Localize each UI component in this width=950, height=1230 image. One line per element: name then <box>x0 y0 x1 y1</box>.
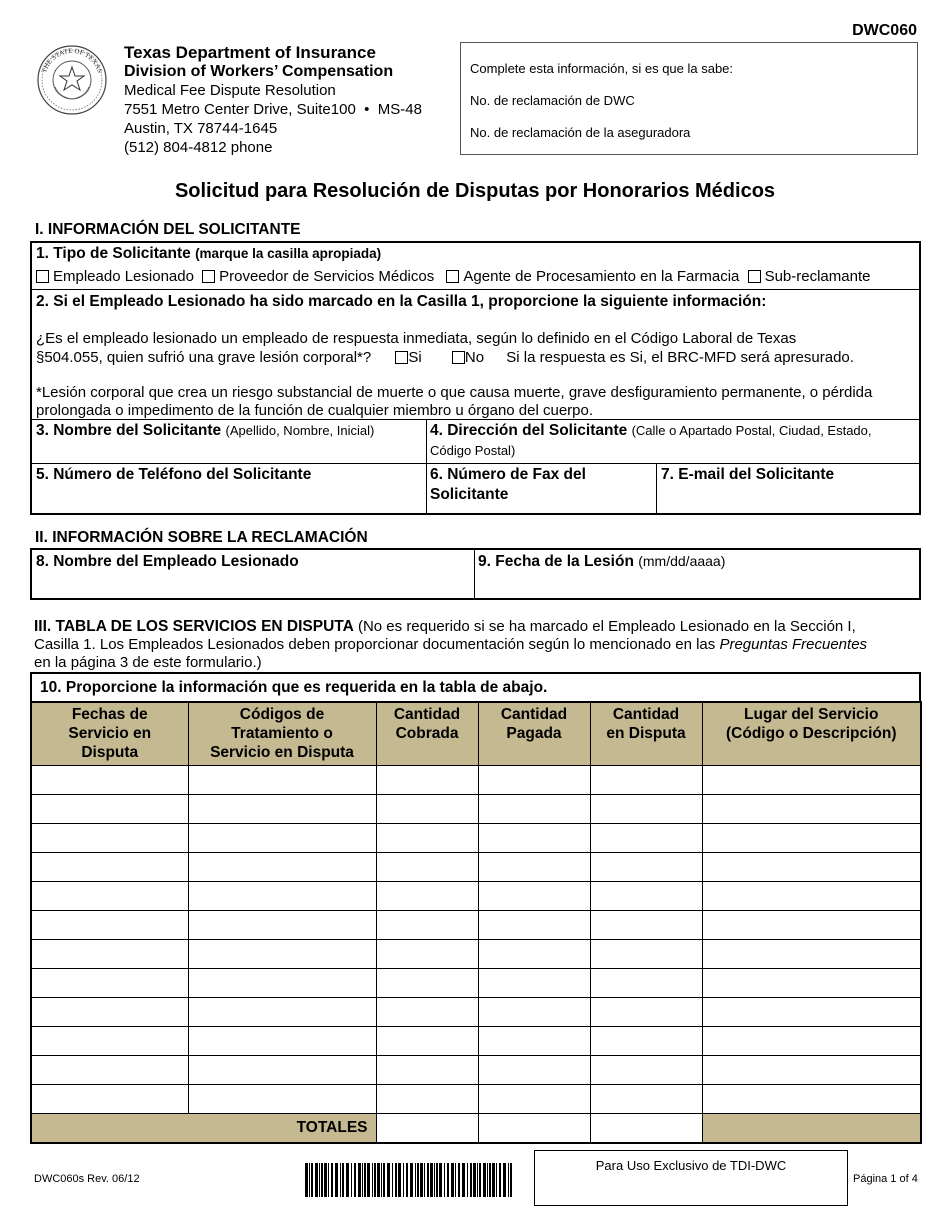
requestor-type-options <box>36 268 870 285</box>
table-cell[interactable] <box>376 882 478 911</box>
barcode-bar <box>496 1163 497 1197</box>
table-cell[interactable] <box>188 969 376 998</box>
table-header-row <box>31 702 921 766</box>
table-row <box>31 911 921 940</box>
table-cell[interactable] <box>31 1027 188 1056</box>
expedite-note: Si la respuesta es Si, el BRC-MFD será apresurado. <box>506 349 854 366</box>
table-cell[interactable] <box>702 882 921 911</box>
table-cell[interactable] <box>702 1056 921 1085</box>
no-option[interactable]: No <box>452 349 484 366</box>
table-cell[interactable] <box>31 824 188 853</box>
barcode-bar <box>324 1163 327 1197</box>
barcode-bar <box>364 1163 366 1197</box>
barcode-bar <box>439 1163 442 1197</box>
barcode-bar <box>342 1163 344 1197</box>
checkbox[interactable] <box>202 270 215 283</box>
barcode-bar <box>346 1163 349 1197</box>
barcode-bar <box>392 1163 393 1197</box>
barcode-bar <box>473 1163 476 1197</box>
barcode-bar <box>403 1163 404 1197</box>
barcode-bar <box>321 1163 323 1197</box>
table-cell[interactable] <box>188 940 376 969</box>
table-cell[interactable] <box>376 998 478 1027</box>
barcode-bar <box>434 1163 435 1197</box>
table-cell[interactable] <box>590 766 702 795</box>
box6-label[interactable]: 6. Número de Fax del <box>430 466 586 483</box>
table-cell[interactable] <box>478 882 590 911</box>
col-header-billed: Cantidad Cobrada <box>376 702 478 766</box>
table-cell[interactable] <box>590 940 702 969</box>
col-header-place: Lugar del Servicio (Código o Descripción) <box>702 702 921 766</box>
table-cell[interactable] <box>478 766 590 795</box>
table-cell[interactable] <box>376 940 478 969</box>
table-cell[interactable] <box>31 940 188 969</box>
barcode-bar <box>451 1163 454 1197</box>
barcode-bar <box>372 1163 373 1197</box>
agency-block <box>124 43 422 157</box>
table-cell[interactable] <box>478 969 590 998</box>
table-row <box>31 1056 921 1085</box>
table-cell[interactable] <box>376 853 478 882</box>
barcode-bar <box>470 1163 472 1197</box>
table-cell[interactable] <box>188 824 376 853</box>
barcode-bar <box>305 1163 308 1197</box>
barcode-bar <box>436 1163 438 1197</box>
col-header-paid: Cantidad Pagada <box>478 702 590 766</box>
table-row <box>31 882 921 911</box>
table-cell[interactable] <box>188 766 376 795</box>
option-injured-employee[interactable]: Empleado Lesionado <box>36 268 194 285</box>
table-cell[interactable] <box>188 1027 376 1056</box>
page-title: Solicitud para Resolución de Disputas por Honorarios Médicos <box>174 180 776 202</box>
table-cell[interactable] <box>188 1085 376 1114</box>
barcode-bar <box>383 1163 385 1197</box>
table-cell[interactable] <box>590 1085 702 1114</box>
barcode-bar <box>420 1163 423 1197</box>
option-subclaimant[interactable]: Sub-reclamante <box>748 268 871 285</box>
office-use-box <box>534 1150 848 1206</box>
table-row <box>31 795 921 824</box>
box1-label: 1. Tipo de Solicitante (marque la casilla apropiada) <box>36 245 382 262</box>
barcode-bar <box>406 1163 408 1197</box>
unit-name: Medical Fee Dispute Resolution <box>124 82 336 99</box>
section2-box <box>30 548 921 600</box>
barcode-bar <box>467 1163 468 1197</box>
col-header-codes: Códigos de Tratamiento o Servicio en Disputa <box>188 702 376 766</box>
agency-name: Texas Department of Insurance <box>124 43 376 62</box>
table-cell[interactable] <box>478 1085 590 1114</box>
table-cell[interactable] <box>590 911 702 940</box>
barcode <box>305 1163 515 1197</box>
barcode-bar <box>508 1163 509 1197</box>
table-row <box>31 1027 921 1056</box>
barcode-bar <box>358 1163 361 1197</box>
yes-option[interactable]: Si <box>395 349 421 366</box>
table-row <box>31 940 921 969</box>
totals-row <box>31 1114 921 1144</box>
footnote-line1: *Lesión corporal que crea un riesgo substancial de muerte o que causa muerte, grave desfiguramiento permanente, o pérdida <box>36 384 873 401</box>
barcode-bar <box>427 1163 429 1197</box>
box3-label[interactable]: 3. Nombre del Solicitante (Apellido, Nombre, Inicial) <box>36 422 375 439</box>
footnote-line2: prolongada o impedimento de la función de cualquier miembro u órgano del cuerpo. <box>36 402 594 419</box>
col-header-disputed: Cantidad en Disputa <box>590 702 702 766</box>
form-id: DWC060 <box>852 22 917 39</box>
option-medical-provider[interactable]: Proveedor de Servicios Médicos <box>202 268 434 285</box>
barcode-bar <box>354 1163 356 1197</box>
barcode-bar <box>351 1163 352 1197</box>
table-cell[interactable] <box>478 853 590 882</box>
barcode-bar <box>424 1163 425 1197</box>
table-cell[interactable] <box>31 882 188 911</box>
table-cell[interactable] <box>702 824 921 853</box>
table-title-bar <box>30 672 921 702</box>
barcode-bar <box>335 1163 338 1197</box>
dwc-claim-field[interactable]: No. de reclamación de DWC <box>470 93 635 108</box>
barcode-bar <box>417 1163 419 1197</box>
table-cell[interactable] <box>478 795 590 824</box>
question-line2: §504.055, quien sufrió una grave lesión corporal*? Si No Si la respuesta es Si, el BRC-MFD será apresurado. <box>36 349 854 366</box>
section3-intro: III. TABLA DE LOS SERVICIOS EN DISPUTA (No es requerido si se ha marcado el Empleado Lesionado en la Sección I, Casilla 1. Los Empleados Lesionados deben proporcionar documentación según lo mencionado en las Preguntas Frecuentes en la página 3 de este formulario.) <box>34 618 868 671</box>
box2-label: 2. Si el Empleado Lesionado ha sido marcado en la Casilla 1, proporcione la siguiente información: <box>36 293 767 310</box>
insurer-claim-field[interactable]: No. de reclamación de la aseguradora <box>470 125 691 140</box>
barcode-bar <box>395 1163 397 1197</box>
table-cell[interactable] <box>702 940 921 969</box>
table-cell[interactable] <box>590 1027 702 1056</box>
table-cell[interactable] <box>188 998 376 1027</box>
barcode-bar <box>387 1163 390 1197</box>
table-cell[interactable] <box>188 1056 376 1085</box>
barcode-bar <box>319 1163 320 1197</box>
checkbox[interactable] <box>748 270 761 283</box>
table-cell[interactable] <box>590 1056 702 1085</box>
table-cell[interactable] <box>376 795 478 824</box>
office-use-label: Para Uso Exclusivo de TDI-DWC <box>595 1158 787 1173</box>
total-billed-cell[interactable] <box>376 1114 478 1144</box>
table-cell[interactable] <box>188 882 376 911</box>
barcode-bar <box>489 1163 491 1197</box>
table-cell[interactable] <box>590 969 702 998</box>
checkbox[interactable] <box>452 351 465 364</box>
table-cell[interactable] <box>376 1056 478 1085</box>
claim-info-box <box>460 42 918 155</box>
table-row <box>31 998 921 1027</box>
barcode-bar <box>483 1163 486 1197</box>
table-cell[interactable] <box>31 969 188 998</box>
table-cell[interactable] <box>702 911 921 940</box>
form-revision: DWC060s Rev. 06/12 <box>34 1173 140 1185</box>
barcode-bar <box>487 1163 488 1197</box>
barcode-bar <box>510 1163 512 1197</box>
svg-text:THE STATE OF TEXAS: THE STATE OF TEXAS <box>40 46 104 74</box>
table-row <box>31 766 921 795</box>
info-intro: Complete esta información, si es que la sabe: <box>470 61 734 76</box>
barcode-bar <box>340 1163 341 1197</box>
table-cell[interactable] <box>376 824 478 853</box>
disputed-services-table <box>30 701 922 1144</box>
barcode-bar <box>309 1163 310 1197</box>
table-cell[interactable] <box>376 1027 478 1056</box>
checkbox[interactable] <box>446 270 459 283</box>
table-title: 10. Proporcione la información que es requerida en la tabla de abajo. <box>40 679 548 696</box>
checkbox[interactable] <box>36 270 49 283</box>
phone-number: (512) 804-4812 phone <box>124 139 273 156</box>
section2-heading: II. INFORMACIÓN SOBRE LA RECLAMACIÓN <box>35 529 368 546</box>
section1-heading: I. INFORMACIÓN DEL SOLICITANTE <box>35 221 301 238</box>
table-cell[interactable] <box>188 911 376 940</box>
table-cell[interactable] <box>31 911 188 940</box>
table-cell[interactable] <box>590 882 702 911</box>
barcode-bar <box>377 1163 380 1197</box>
barcode-bar <box>444 1163 445 1197</box>
table-cell[interactable] <box>702 1085 921 1114</box>
barcode-bar <box>499 1163 501 1197</box>
box4-hint: Código Postal) <box>430 443 516 458</box>
table-cell[interactable] <box>31 795 188 824</box>
barcode-bar <box>477 1163 478 1197</box>
box4-label[interactable]: 4. Dirección del Solicitante (Calle o Apartado Postal, Ciudad, Estado, <box>430 422 872 439</box>
table-cell[interactable] <box>188 795 376 824</box>
table-row <box>31 853 921 882</box>
barcode-bar <box>458 1163 460 1197</box>
section3-heading: III. TABLA DE LOS SERVICIOS EN DISPUTA <box>34 618 354 635</box>
texas-state-seal <box>37 45 107 115</box>
barcode-bar <box>479 1163 481 1197</box>
col-header-dates: Fechas de Servicio en Disputa <box>31 702 188 766</box>
table-row <box>31 824 921 853</box>
barcode-bar <box>331 1163 333 1197</box>
table-cell[interactable] <box>31 853 188 882</box>
barcode-bar <box>374 1163 376 1197</box>
table-cell[interactable] <box>478 824 590 853</box>
table-cell[interactable] <box>478 998 590 1027</box>
city-address: Austin, TX 78744-1645 <box>124 120 278 137</box>
barcode-bar <box>315 1163 318 1197</box>
barcode-bar <box>492 1163 495 1197</box>
table-cell[interactable] <box>590 998 702 1027</box>
barcode-bar <box>447 1163 449 1197</box>
table-row <box>31 969 921 998</box>
page-number: Página 1 of 4 <box>853 1173 918 1185</box>
barcode-bar <box>430 1163 433 1197</box>
table-cell[interactable] <box>590 853 702 882</box>
street-address: 7551 Metro Center Drive, Suite100 • MS-48 <box>124 101 422 118</box>
table-cell[interactable] <box>376 969 478 998</box>
table-cell[interactable] <box>478 911 590 940</box>
option-pharmacy-agent[interactable]: Agente de Procesamiento en la Farmacia <box>446 268 739 285</box>
totals-label: TOTALES <box>31 1114 376 1144</box>
barcode-bar <box>311 1163 313 1197</box>
table-cell[interactable] <box>478 1027 590 1056</box>
table-cell[interactable] <box>702 853 921 882</box>
table-cell[interactable] <box>702 1027 921 1056</box>
table-cell[interactable] <box>590 824 702 853</box>
totals-blank-cell <box>702 1114 921 1144</box>
barcode-bar <box>381 1163 382 1197</box>
box9-label[interactable]: 9. Fecha de la Lesión (mm/dd/aaaa) <box>478 553 726 570</box>
table-cell[interactable] <box>702 969 921 998</box>
barcode-bar <box>455 1163 456 1197</box>
table-cell[interactable] <box>478 1056 590 1085</box>
box7-label[interactable]: 7. E-mail del Solicitante <box>661 466 835 483</box>
table-row <box>31 1085 921 1114</box>
checkbox[interactable] <box>395 351 408 364</box>
division-name: Division of Workers’ Compensation <box>124 63 394 80</box>
table-cell[interactable] <box>31 998 188 1027</box>
barcode-bar <box>410 1163 413 1197</box>
barcode-bar <box>398 1163 401 1197</box>
table-cell[interactable] <box>376 766 478 795</box>
question-line1: ¿Es el empleado lesionado un empleado de respuesta inmediata, según lo definido en el Código Laboral de Texas <box>36 330 797 347</box>
box8-label[interactable]: 8. Nombre del Empleado Lesionado <box>36 553 299 570</box>
table-cell[interactable] <box>31 766 188 795</box>
section1-box <box>30 241 921 515</box>
total-paid-cell[interactable] <box>478 1114 590 1144</box>
table-cell[interactable] <box>31 1085 188 1114</box>
table-cell[interactable] <box>590 795 702 824</box>
box6-label-line2: Solicitante <box>430 486 509 503</box>
table-cell[interactable] <box>188 853 376 882</box>
table-cell[interactable] <box>376 1085 478 1114</box>
barcode-bar <box>362 1163 363 1197</box>
barcode-bar <box>503 1163 506 1197</box>
table-cell[interactable] <box>702 795 921 824</box>
table-cell[interactable] <box>31 1056 188 1085</box>
table-cell[interactable] <box>478 940 590 969</box>
table-cell[interactable] <box>376 911 478 940</box>
total-disputed-cell[interactable] <box>590 1114 702 1144</box>
barcode-bar <box>367 1163 370 1197</box>
table-cell[interactable] <box>702 766 921 795</box>
barcode-bar <box>415 1163 416 1197</box>
barcode-bar <box>328 1163 329 1197</box>
box5-label[interactable]: 5. Número de Teléfono del Solicitante <box>36 466 312 483</box>
barcode-bar <box>462 1163 465 1197</box>
table-cell[interactable] <box>702 998 921 1027</box>
